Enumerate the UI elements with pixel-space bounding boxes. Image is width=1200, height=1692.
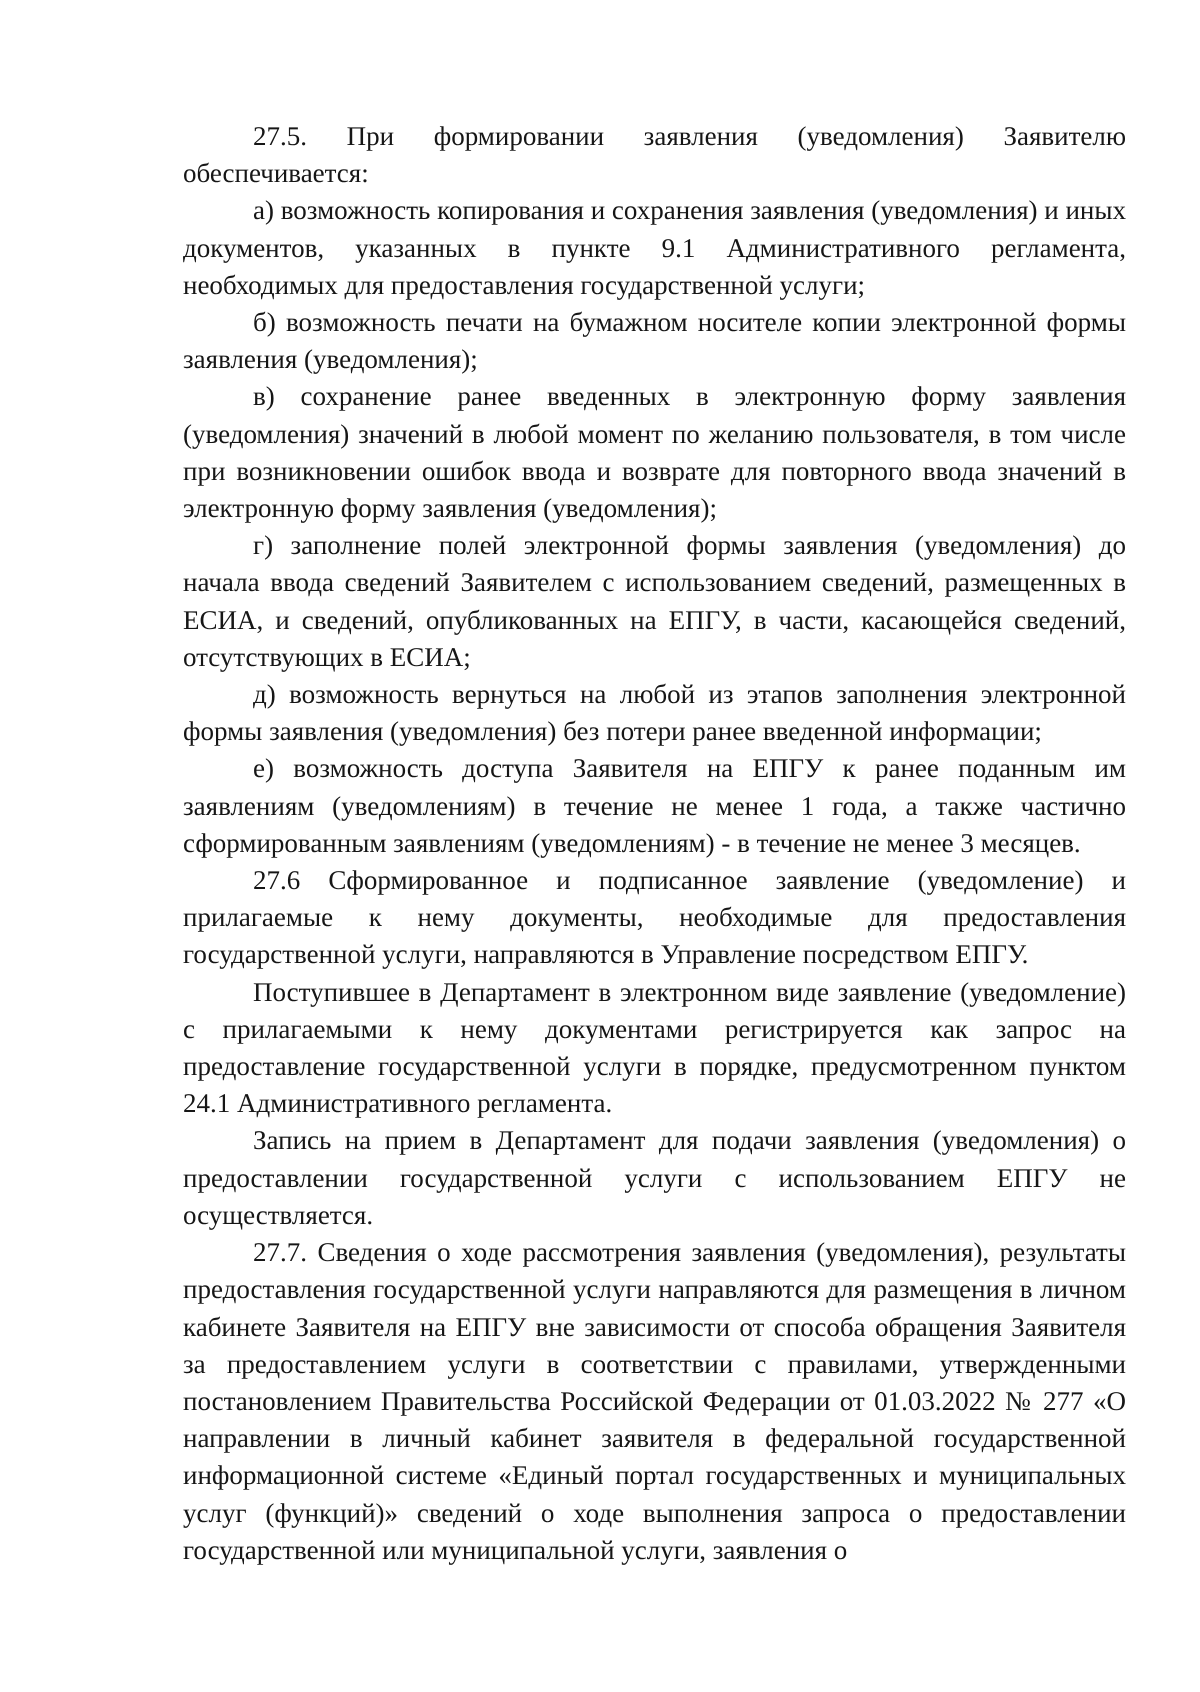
paragraph-27-7: 27.7. Сведения о ходе рассмотрения заявления (уведомления), результаты предоставления государственной услуги направляются для размещения в личном кабинете Заявителя на ЕПГУ вне зависимости от способа обращения Заявителя за предоставлением услуги в соответствии с правилами, утвержденными постановлением Правительства Российской Федерации от 01.03.2022 № 277 «О направлении в личный кабинет заявителя в федеральной государственной информационной системе «Единый портал государственных и муниципальных услуг (функций)» сведений о ходе выполнения запроса о предоставлении государственной или муниципальной услуги, заявления о (183, 1237, 1126, 1565)
document-body (183, 118, 1126, 1569)
paragraph-item-g: г) заполнение полей электронной формы заявления (уведомления) до начала ввода сведений Заявителем с использованием сведений, размещенных в ЕСИА, и сведений, опубликованных на ЕПГУ, в части, касающейся сведений, отсутствующих в ЕСИА; (183, 530, 1126, 672)
paragraph-item-e: е) возможность доступа Заявителя на ЕПГУ к ранее поданным им заявлениям (уведомлениям) в течение не менее 1 года, а также частично сформированным заявлениям (уведомлениям) - в течение не менее 3 месяцев. (183, 753, 1126, 858)
paragraph-item-a: а) возможность копирования и сохранения заявления (уведомления) и иных документов, указанных в пункте 9.1 Административного регламента, необходимых для предоставления государственной услуги; (183, 195, 1126, 300)
paragraph-item-d: д) возможность вернуться на любой из этапов заполнения электронной формы заявления (уведомления) без потери ранее введенной информации; (183, 679, 1126, 747)
paragraph-appointment: Запись на прием в Департамент для подачи заявления (уведомления) о предоставлении государственной услуги с использованием ЕПГУ не осуществляется. (183, 1125, 1126, 1230)
paragraph-registration: Поступившее в Департамент в электронном виде заявление (уведомление) с прилагаемыми к нему документами регистрируется как запрос на предоставление государственной услуги в порядке, предусмотренном пунктом 24.1 Административного регламента. (183, 976, 1126, 1119)
paragraph-item-b: б) возможность печати на бумажном носителе копии электронной формы заявления (уведомления); (183, 307, 1126, 375)
paragraph-item-v: в) сохранение ранее введенных в электронную форму заявления (уведомления) значений в любой момент по желанию пользователя, в том числе при возникновении ошибок ввода и возврате для повторного ввода значений в электронную форму заявления (уведомления); (183, 381, 1126, 524)
paragraph-27-6: 27.6 Сформированное и подписанное заявление (уведомление) и прилагаемые к нему документы, необходимые для предоставления государственной услуги, направляются в Управление посредством ЕПГУ. (183, 865, 1126, 970)
paragraph-27-5: 27.5. При формировании заявления (уведомления) Заявителю обеспечивается: (183, 121, 1126, 189)
